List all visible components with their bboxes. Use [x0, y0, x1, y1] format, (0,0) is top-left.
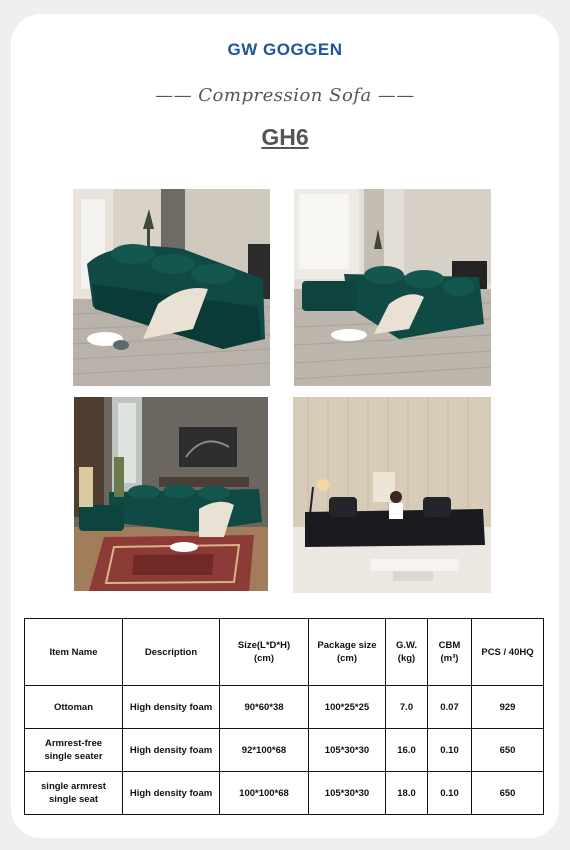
cell-cbm: 0.10 [428, 729, 472, 772]
cell-pcs-40hq: 650 [472, 772, 544, 815]
cell-size: 100*100*68 [220, 772, 309, 815]
photo-green-sofa-living-room [73, 189, 270, 386]
header-package-size: Package size (cm) [309, 619, 386, 686]
cell-gross-weight: 18.0 [386, 772, 428, 815]
cell-package-size: 100*25*25 [309, 686, 386, 729]
table-row [25, 729, 544, 772]
header-item-name: Item Name [25, 619, 123, 686]
product-subtitle: —— Compression Sofa —— [155, 85, 415, 106]
header-gross-weight: G.W. (kg) [386, 619, 428, 686]
cell-pcs-40hq: 650 [472, 729, 544, 772]
cell-description: High density foam [123, 686, 220, 729]
cell-description: High density foam [123, 772, 220, 815]
header-cbm: CBM (m³) [428, 619, 472, 686]
photo-green-sectional-on-rug [74, 397, 268, 591]
cell-pcs-40hq: 929 [472, 686, 544, 729]
header-size: Size(L*D*H) (cm) [220, 619, 309, 686]
cell-package-size: 105*30*30 [309, 729, 386, 772]
cell-size: 92*100*68 [220, 729, 309, 772]
photo-black-sofa-with-person [293, 397, 491, 593]
cell-cbm: 0.07 [428, 686, 472, 729]
table-row [25, 772, 544, 815]
specification-table [24, 618, 544, 815]
cell-gross-weight: 16.0 [386, 729, 428, 772]
table-header-row [25, 619, 544, 686]
cell-package-size: 105*30*30 [309, 772, 386, 815]
table-row [25, 686, 544, 729]
header-description: Description [123, 619, 220, 686]
model-number: GH6 [261, 124, 309, 150]
brand-title: GW GOGGEN [227, 40, 343, 59]
cell-description: High density foam [123, 729, 220, 772]
header-pcs-40hq: PCS / 40HQ [472, 619, 544, 686]
cell-item-name: Ottoman [25, 686, 123, 729]
cell-item-name: single armrest single seat [25, 772, 123, 815]
cell-item-name: Armrest-free single seater [25, 729, 123, 772]
cell-cbm: 0.10 [428, 772, 472, 815]
cell-size: 90*60*38 [220, 686, 309, 729]
cell-gross-weight: 7.0 [386, 686, 428, 729]
photo-green-sectional-with-ottoman [294, 189, 491, 386]
